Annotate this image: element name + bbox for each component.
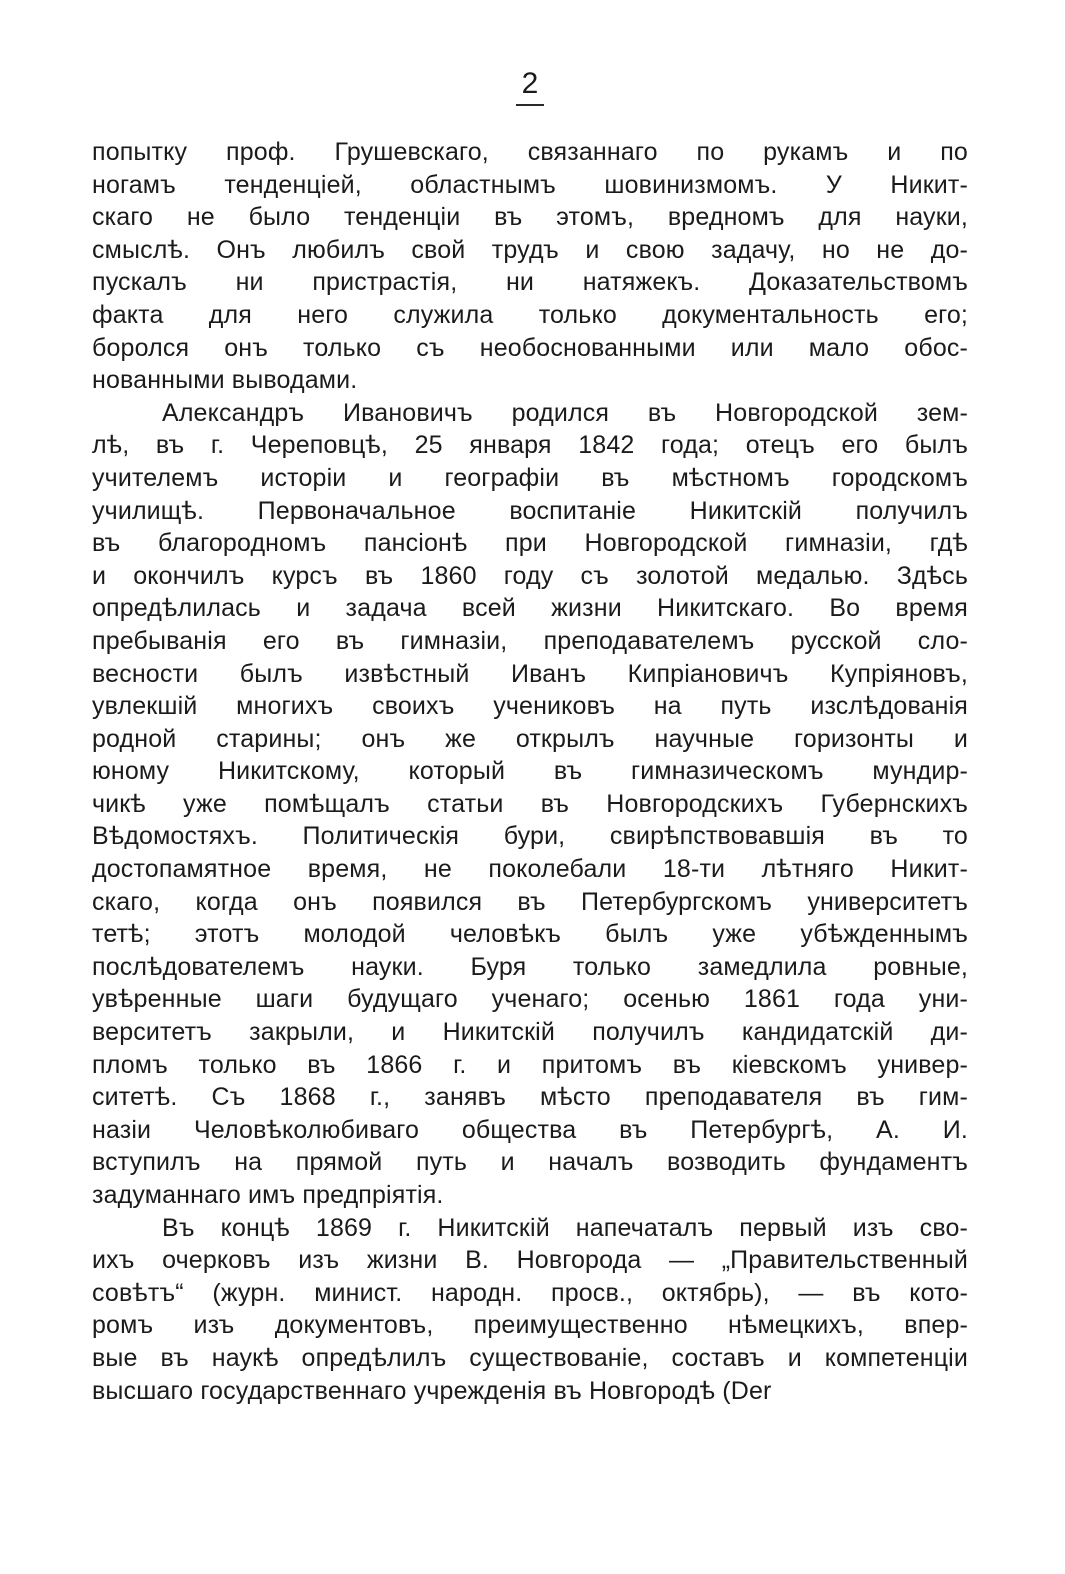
body-text [92, 136, 968, 1407]
text-line: увѣренные шаги будущаго ученаго; осенью 1861 года уни- [92, 985, 968, 1014]
text-line: весности былъ извѣстный Иванъ Кипріановичъ Купріяновъ, [92, 659, 968, 688]
text-line: факта для него служила только документальность его; [92, 300, 968, 329]
text-line: учителемъ исторіи и географіи въ мѣстномъ городскомъ [92, 463, 968, 492]
text-line: въ благородномъ пансіонѣ при Новгородской гимназіи, гдѣ [92, 529, 968, 558]
text-line: Вѣдомостяхъ. Политическія бури, свирѣпствовавшія въ то [92, 822, 968, 851]
paragraph [92, 397, 968, 1212]
text-line: ихъ очерковъ изъ жизни В. Новгорода — „Правительственный [92, 1246, 968, 1275]
text-line: юному Никитскому, который въ гимназическомъ мундир- [92, 757, 968, 786]
paragraph [92, 1212, 968, 1408]
text-line: училищѣ. Первоначальное воспитаніе Никитскій получилъ [92, 496, 968, 525]
text-line: лѣ, въ г. Череповцѣ, 25 января 1842 года; отецъ его былъ [92, 431, 968, 460]
text-line: смыслѣ. Онъ любилъ свой трудъ и свою задачу, но не до- [92, 235, 968, 264]
text-line: Александръ Ивановичъ родился въ Новгородской зем- [162, 398, 968, 427]
text-line: достопамятное время, не поколебали 18-ти лѣтняго Никит- [92, 855, 968, 884]
text-line: вые въ наукѣ опредѣлилъ существованіе, составъ и компетенціи [92, 1343, 968, 1372]
text-line: ромъ изъ документовъ, преимущественно нѣмецкихъ, впер- [92, 1311, 968, 1340]
text-line: боролся онъ только съ необоснованными или мало обос- [92, 333, 968, 362]
text-line: тетѣ; этотъ молодой человѣкъ былъ уже убѣжденнымъ [92, 920, 968, 949]
page-number-text: 2 [516, 66, 545, 106]
text-line: нованными выводами. [92, 366, 358, 395]
text-line: совѣтъ“ (журн. минист. народн. просв., октябрь), — въ кото- [92, 1278, 968, 1307]
text-line: высшаго государственнаго учрежденія въ Новгородѣ (Der [92, 1376, 772, 1405]
text-line: попытку проф. Грушевскаго, связаннаго по рукамъ и по [92, 138, 968, 166]
text-line: вступилъ на прямой путь и началъ возводить фундаментъ [92, 1148, 968, 1177]
text-line: пребыванія его въ гимназіи, преподавателемъ русской сло- [92, 626, 968, 655]
text-line: назіи Человѣколюбиваго общества въ Петербургѣ, А. И. [92, 1115, 968, 1144]
text-line: чикѣ уже помѣщалъ статьи въ Новгородскихъ Губернскихъ [92, 789, 968, 818]
text-line: и окончилъ курсъ въ 1860 году съ золотой медалью. Здѣсь [92, 561, 968, 590]
text-line: скаго, когда онъ появился въ Петербургскомъ университетъ [92, 887, 968, 916]
text-line: задуманнаго имъ предпріятія. [92, 1181, 444, 1209]
document-page [92, 66, 968, 1407]
page-number [92, 66, 968, 102]
text-line: послѣдователемъ науки. Буря только замедлила ровные, [92, 952, 968, 981]
text-line: ногамъ тенденціей, областнымъ шовинизмомъ. У Никит- [92, 170, 968, 199]
text-line: опредѣлилась и задача всей жизни Никитскаго. Во время [92, 594, 968, 623]
text-line: увлекшій многихъ своихъ учениковъ на путь изслѣдованія [92, 692, 968, 721]
text-line: родной старины; онъ же открылъ научные горизонты и [92, 724, 968, 753]
text-line: пломъ только въ 1866 г. и притомъ въ кіевскомъ универ- [92, 1050, 968, 1079]
paragraph [92, 136, 968, 397]
text-line: пускалъ ни пристрастія, ни натяжекъ. Доказательствомъ [92, 268, 968, 297]
text-line: верситетъ закрыли, и Никитскій получилъ кандидатскій ди- [92, 1018, 968, 1047]
text-line: скаго не было тенденціи въ этомъ, вредномъ для науки, [92, 203, 968, 232]
text-line: Въ концѣ 1869 г. Никитскій напечаталъ первый изъ сво- [162, 1213, 968, 1242]
text-line: ситетѣ. Съ 1868 г., занявъ мѣсто преподавателя въ гим- [92, 1083, 968, 1112]
